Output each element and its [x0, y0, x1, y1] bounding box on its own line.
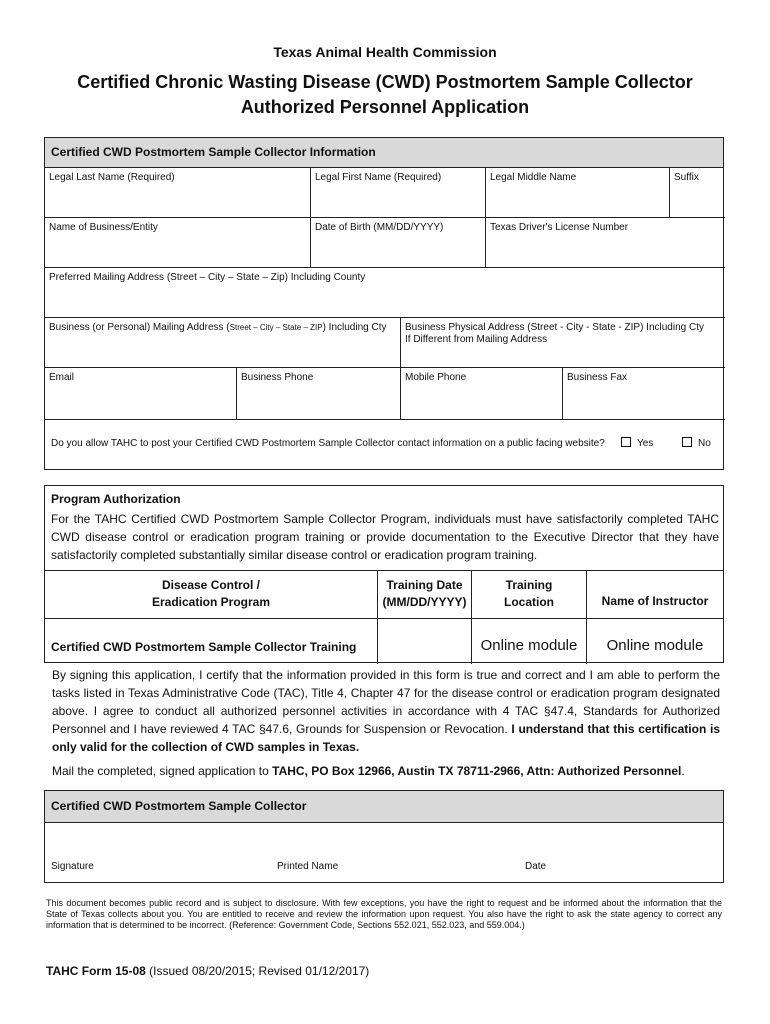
printed-name-field[interactable] — [277, 861, 338, 872]
preferred-mailing-address-label: Preferred Mailing Address (Street – City – State – Zip) Including County — [49, 272, 366, 283]
legal-middle-name-label: Legal Middle Name — [490, 172, 577, 183]
form-id: TAHC Form 15-08 — [46, 964, 146, 978]
form-title-line1: Certified Chronic Wasting Disease (CWD) Postmortem Sample Collector — [77, 72, 693, 92]
legal-first-name-field[interactable] — [311, 168, 486, 218]
col-header-program: Disease Control / Eradication Program — [45, 570, 378, 618]
drivers-license-label: Texas Driver's License Number — [490, 222, 629, 233]
signature-section — [44, 790, 724, 883]
business-mailing-address-label: Business (or Personal) Mailing Address (Street – City – State – ZIP) Including Cty — [49, 322, 387, 333]
preferred-mailing-address-field[interactable] — [45, 268, 725, 318]
signature-field[interactable] — [51, 861, 94, 872]
mailing-instructions: Mail the completed, signed application to TAHC, PO Box 12966, Austin TX 78711-2966, Attn: Authorized Personnel. — [52, 764, 685, 778]
business-phone-label: Business Phone — [241, 372, 314, 383]
business-mailing-address-field[interactable] — [45, 318, 401, 368]
business-physical-address-field[interactable] — [401, 318, 725, 368]
training-date-cell[interactable] — [378, 618, 472, 664]
public-posting-yes[interactable] — [621, 437, 653, 449]
mobile-phone-label: Mobile Phone — [405, 372, 467, 383]
legal-first-name-label: Legal First Name (Required) — [315, 172, 442, 183]
form-title-line2: Authorized Personnel Application — [240, 97, 530, 117]
training-location-cell: Online module — [472, 618, 587, 664]
yes-checkbox[interactable] — [621, 437, 631, 447]
col-header-instructor: Name of Instructor — [587, 570, 723, 618]
date-field[interactable] — [525, 861, 546, 872]
program-authorization-heading: Program Authorization — [51, 492, 181, 506]
legal-last-name-label: Legal Last Name (Required) — [49, 172, 175, 183]
dob-field[interactable] — [311, 218, 486, 268]
business-phone-field[interactable] — [237, 368, 401, 420]
mailing-address: TAHC, PO Box 12966, Austin TX 78711-2966, Attn: Authorized Personnel — [272, 764, 682, 778]
agency-name: Texas Animal Health Commission — [273, 44, 497, 60]
certification-statement — [52, 666, 720, 756]
drivers-license-field[interactable] — [486, 218, 725, 268]
instructor-cell: Online module — [587, 618, 723, 664]
business-fax-field[interactable] — [563, 368, 725, 420]
collector-info-section — [44, 137, 724, 470]
email-field[interactable] — [45, 368, 237, 420]
legal-last-name-field[interactable] — [45, 168, 311, 218]
certification-text: By signing this application, I certify that the information provided in this form is true and correct and I am able to perform the tasks listed in Texas Administrative Code (TAC), Title 4, Chapter 47 for the disease control or eradication program designated above. I agree to conduct all authorized personnel activities in accordance with 4 TAC §47.4, Standards for Authorized Personnel and I have reviewed 4 TAC §47.6, Grounds for Suspension or Revocation. — [52, 668, 720, 736]
printed-name-label: Printed Name — [277, 861, 339, 872]
business-name-label: Name of Business/Entity — [49, 222, 158, 233]
email-label: Email — [49, 372, 75, 383]
col-header-training-date: Training Date (MM/DD/YYYY) — [378, 570, 472, 618]
form-number — [46, 964, 369, 978]
no-label: No — [698, 438, 711, 449]
suffix-field[interactable] — [670, 168, 725, 218]
signature-section-heading: Certified CWD Postmortem Sample Collector — [45, 791, 723, 823]
dob-label: Date of Birth (MM/DD/YYYY) — [315, 222, 444, 233]
yes-label: Yes — [637, 438, 654, 449]
no-checkbox[interactable] — [682, 437, 692, 447]
signature-label: Signature — [51, 861, 94, 872]
legal-middle-name-field[interactable] — [486, 168, 670, 218]
program-authorization-section — [44, 485, 724, 663]
program-authorization-text: For the TAHC Certified CWD Postmortem Sample Collector Program, individuals must have satisfactorily completed TAHC CWD disease control or eradication program training or provide documentation to the Executive Director that they have satisfactorily completed substantially similar disease control or eradication program training. — [51, 512, 719, 562]
business-physical-address-note: If Different from Mailing Address — [405, 334, 548, 345]
form-dates: (Issued 08/20/2015; Revised 01/12/2017) — [145, 964, 370, 978]
business-fax-label: Business Fax — [567, 372, 628, 383]
form-title — [0, 70, 770, 120]
suffix-label: Suffix — [674, 172, 699, 183]
business-physical-address-label: Business Physical Address (Street - City - State - ZIP) Including Cty — [405, 322, 704, 333]
date-label: Date — [525, 861, 547, 872]
mobile-phone-field[interactable] — [401, 368, 563, 420]
collector-info-heading: Certified CWD Postmortem Sample Collector Information — [45, 138, 723, 168]
certification-bold-text: I understand that this certification is only valid for the collection of CWD samples in Texas. — [52, 722, 720, 754]
public-posting-no[interactable] — [682, 437, 711, 449]
disclosure-notice: This document becomes public record and is subject to disclosure. With few exceptions, you have the right to request and be informed about the information that the State of Texas collects about you. You are entitled to receive and review the information upon request. You also have the right to ask the state agency to correct any information that is determined to be incorrect. (Reference: Government Code, Sections 552.021, 552.023, and 559.004.) — [46, 898, 722, 930]
col-header-training-location: Training Location — [472, 570, 587, 618]
training-program-cell: Certified CWD Postmortem Sample Collector Training — [45, 618, 378, 664]
public-posting-question: Do you allow TAHC to post your Certified CWD Postmortem Sample Collector contact information on a public facing website? — [51, 438, 605, 449]
business-name-field[interactable] — [45, 218, 311, 268]
